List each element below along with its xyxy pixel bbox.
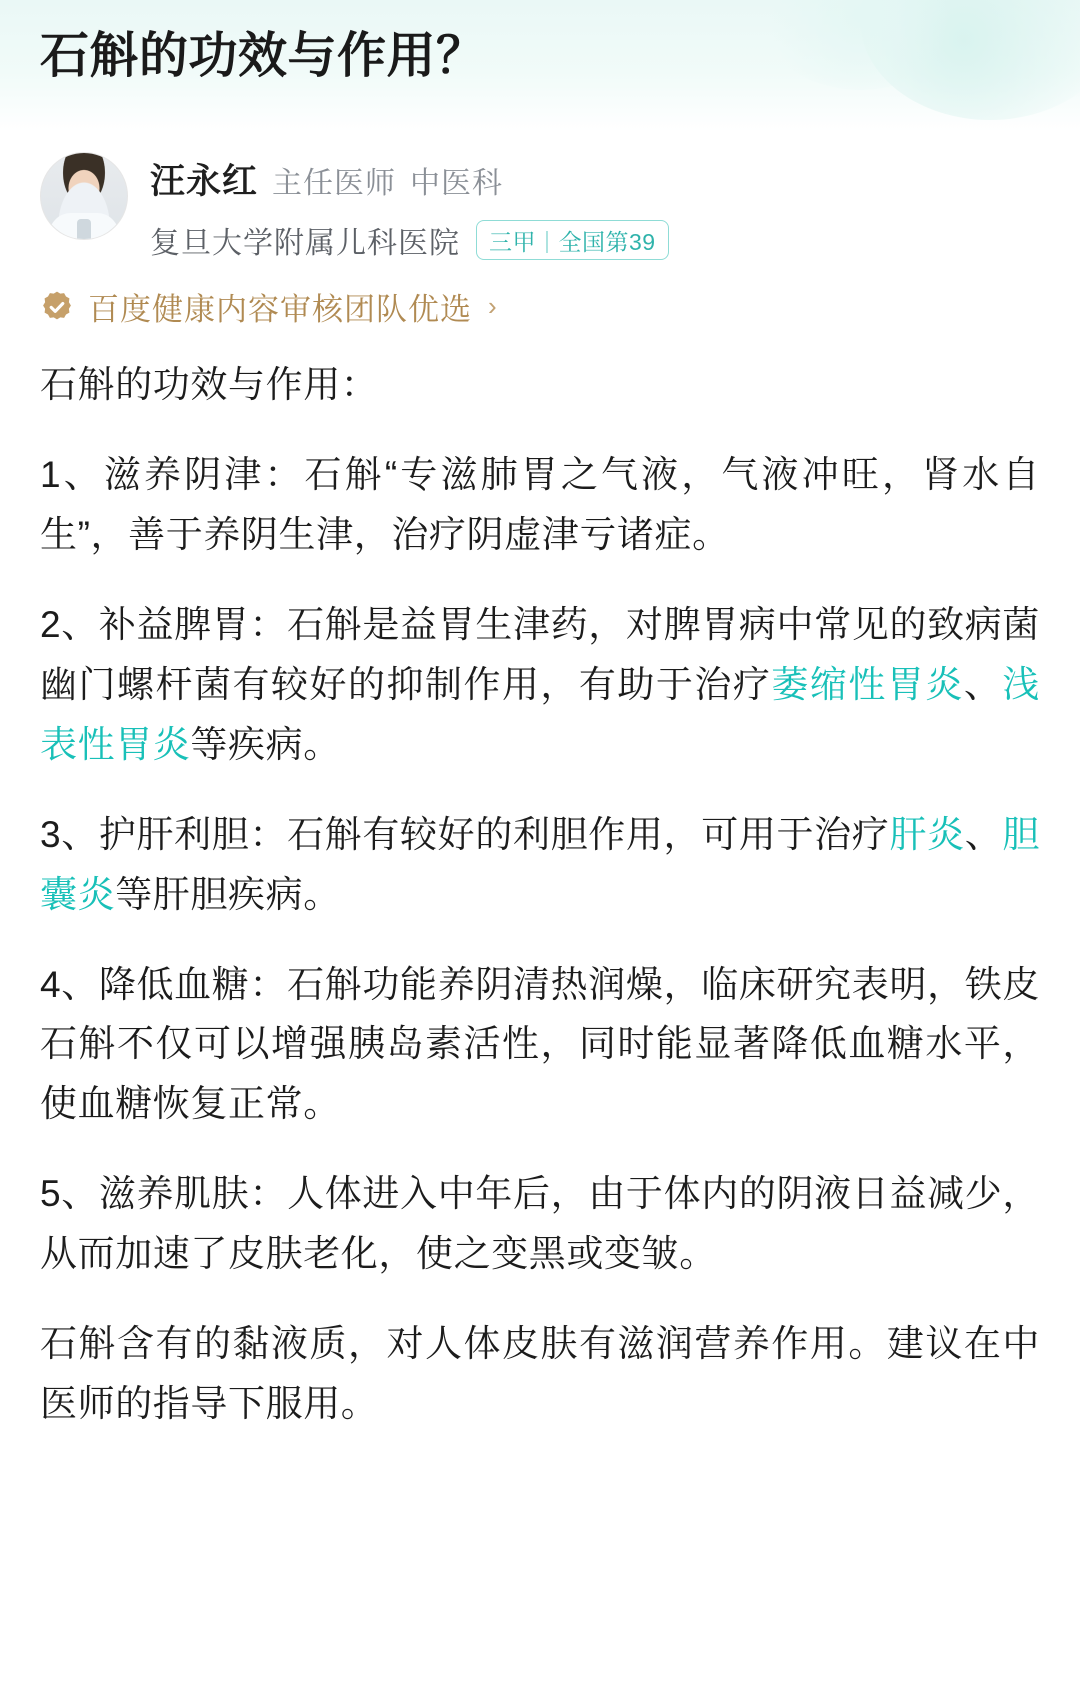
avatar-collar bbox=[77, 219, 91, 239]
article-paragraph bbox=[40, 1164, 1040, 1284]
article-body bbox=[0, 329, 1080, 1494]
article-paragraph bbox=[40, 805, 1040, 925]
paragraph-text: 、 bbox=[964, 813, 1003, 855]
paragraph-text: 2、补益脾胃：石斛是益胃生津药，对脾胃病中常见的致病菌幽门螺杆菌有较好的抑制作用，有助于治疗 bbox=[40, 603, 1040, 705]
paragraph-text: 等疾病。 bbox=[190, 723, 341, 765]
paragraph-text: 1、滋养阴津：石斛“专滋肺胃之气液，气液冲旺，肾水自生”，善于养阴生津，治疗阴虚津亏诸症。 bbox=[40, 453, 1040, 555]
disease-link[interactable]: 浅表性胃炎 bbox=[40, 663, 1040, 765]
paragraph-text: 4、降低血糖：石斛功能养阴清热润燥，临床研究表明，铁皮石斛不仅可以增强胰岛素活性，同时能显著降低血糖水平，使血糖恢复正常。 bbox=[40, 963, 1040, 1125]
doctor-title: 主任医师 bbox=[272, 167, 397, 200]
doctor-hospital: 复旦大学附属儿科医院 bbox=[150, 227, 460, 260]
doctor-secondary-line bbox=[150, 218, 669, 262]
paragraph-text: 石斛含有的黏液质，对人体皮肤有滋润营养作用。建议在中医师的指导下服用。 bbox=[40, 1323, 1040, 1425]
doctor-primary-line bbox=[150, 154, 669, 204]
hospital-badge-separator: | bbox=[544, 226, 551, 253]
chevron-right-icon[interactable]: › bbox=[488, 291, 497, 321]
verified-row[interactable] bbox=[0, 262, 1080, 329]
verified-badge-icon bbox=[40, 290, 74, 324]
page-hero bbox=[0, 0, 1080, 132]
article-paragraph bbox=[40, 955, 1040, 1135]
verified-label: 百度健康内容审核团队优选 bbox=[88, 292, 472, 327]
article-intro: 石斛的功效与作用： bbox=[40, 364, 379, 405]
paragraph-text: 3、护肝利胆：石斛有较好的利胆作用，可用于治疗 bbox=[40, 813, 890, 855]
doctor-card[interactable] bbox=[0, 132, 1080, 262]
paragraph-text: 等肝胆疾病。 bbox=[115, 873, 341, 915]
article-paragraph bbox=[40, 595, 1040, 775]
paragraph-text: 5、滋养肌肤：人体进入中年后，由于体内的阴液日益减少，从而加速了皮肤老化，使之变黑或变皱。 bbox=[40, 1173, 1040, 1275]
paragraph-text: 、 bbox=[963, 663, 1003, 705]
hospital-level: 三甲 bbox=[489, 228, 536, 255]
doctor-department: 中医科 bbox=[410, 167, 504, 200]
disease-link[interactable]: 胆囊炎 bbox=[40, 813, 1040, 915]
disease-link[interactable]: 萎缩性胃炎 bbox=[771, 663, 964, 705]
hospital-rank: 全国第39 bbox=[558, 228, 656, 255]
avatar bbox=[40, 152, 128, 240]
article-paragraph bbox=[40, 1314, 1040, 1434]
article-paragraph-host bbox=[40, 445, 1040, 1434]
doctor-name: 汪永红 bbox=[150, 162, 259, 201]
doctor-info bbox=[150, 148, 669, 262]
page-title: 石斛的功效与作用？ bbox=[40, 29, 486, 83]
article-paragraph bbox=[40, 445, 1040, 565]
hospital-badge bbox=[476, 220, 669, 260]
disease-link[interactable]: 肝炎 bbox=[889, 813, 965, 855]
